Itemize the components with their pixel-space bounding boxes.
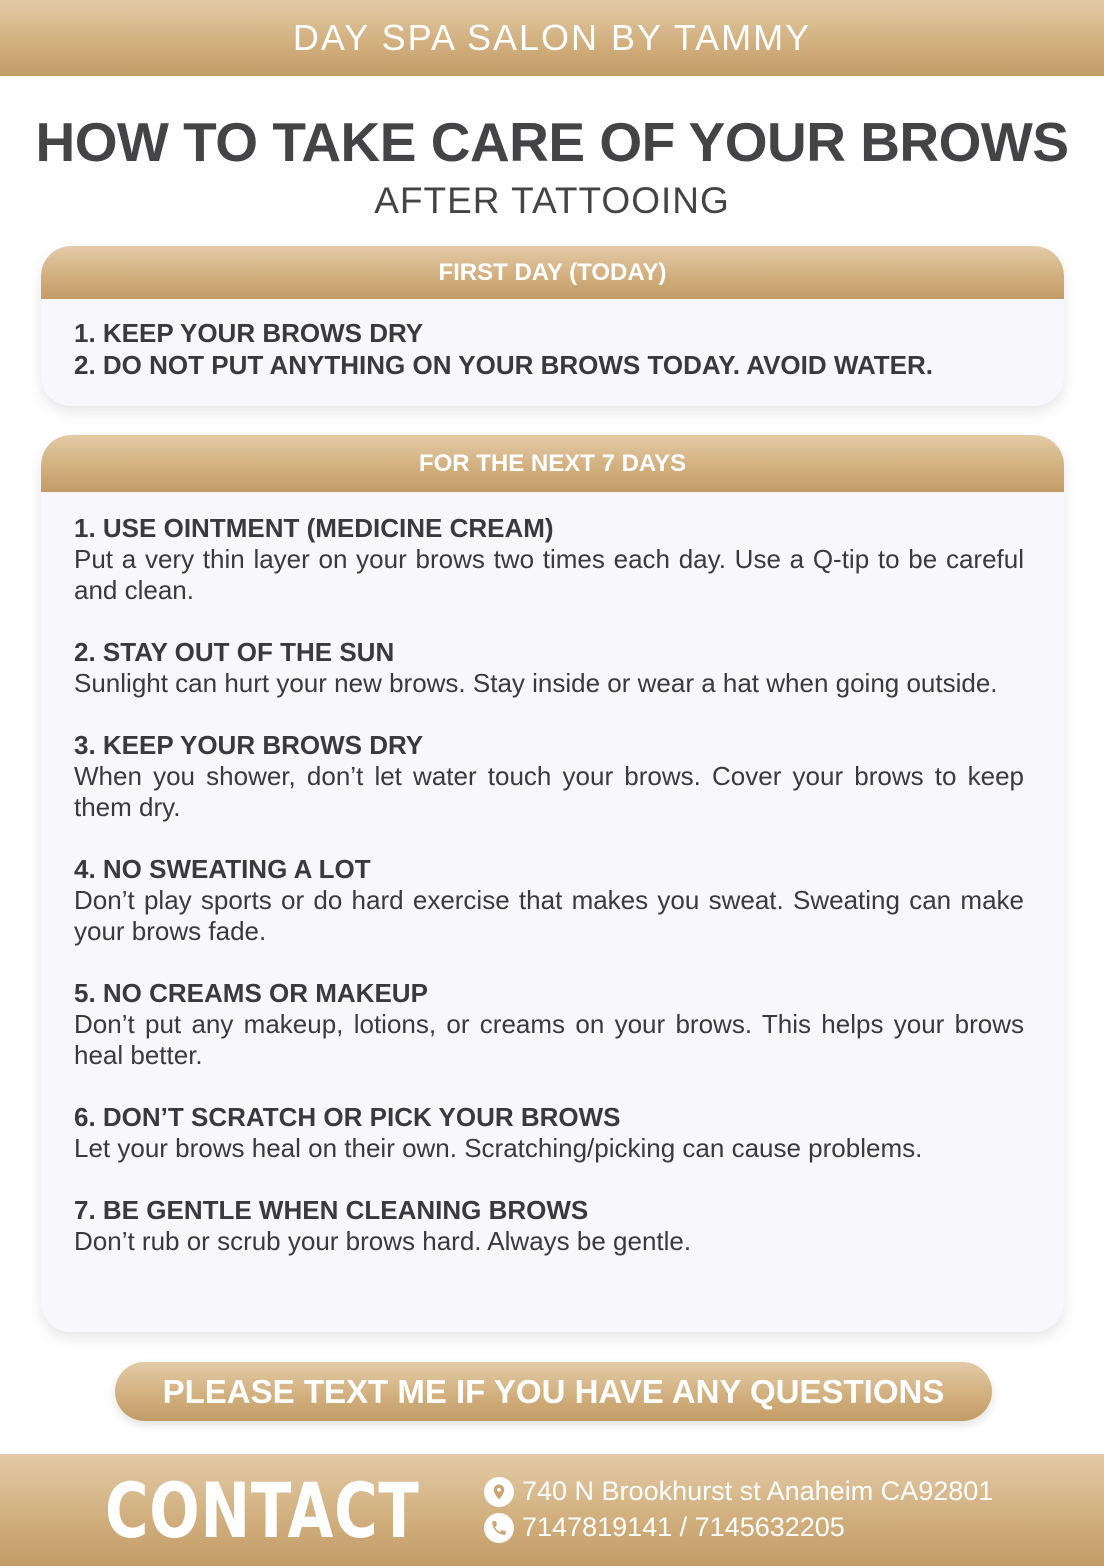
next-days-heading: FOR THE NEXT 7 DAYS	[418, 449, 687, 477]
address-line	[484, 1476, 993, 1507]
next-days-card	[41, 435, 1064, 1332]
phone-icon	[484, 1513, 514, 1543]
first-day-heading: FIRST DAY (TODAY)	[438, 258, 667, 286]
first-day-line: 1. KEEP YOUR BROWS DRY	[74, 318, 424, 348]
care-item-title: 4. NO SWEATING A LOT	[74, 854, 371, 884]
first-day-header	[41, 246, 1064, 299]
top-banner	[0, 0, 1104, 76]
care-item	[74, 853, 1024, 947]
contact-label: CONTACT	[105, 1466, 420, 1555]
care-item	[74, 977, 1024, 1071]
care-item-text: When you shower, don’t let water touch your brows. Cover your brows to keep them dry.	[74, 761, 1024, 822]
care-item-title: 7. BE GENTLE WHEN CLEANING BROWS	[74, 1195, 589, 1225]
page-subtitle: AFTER TATTOOING	[374, 180, 730, 221]
care-item	[74, 636, 1024, 699]
care-item-text: Let your brows heal on their own. Scratching/picking can cause problems.	[74, 1133, 923, 1163]
care-item-title: 2. STAY OUT OF THE SUN	[74, 637, 395, 667]
care-item-title: 1. USE OINTMENT (MEDICINE CREAM)	[74, 513, 554, 543]
address-text: 740 N Brookhurst st Anaheim CA92801	[522, 1476, 994, 1506]
next-days-header	[41, 435, 1064, 492]
brand-name: DAY SPA SALON BY TAMMY	[292, 17, 812, 58]
care-item-text: Don’t rub or scrub your brows hard. Always be gentle.	[74, 1226, 692, 1256]
care-item	[74, 729, 1024, 823]
phone-line	[484, 1512, 845, 1543]
first-day-card	[41, 246, 1064, 406]
care-item-text: Put a very thin layer on your brows two times each day. Use a Q-tip to be careful and clean.	[74, 544, 1024, 605]
care-item-title: 6. DON’T SCRATCH OR PICK YOUR BROWS	[74, 1102, 621, 1132]
care-item	[74, 1101, 1024, 1164]
page-title: HOW TO TAKE CARE OF YOUR BROWS	[35, 111, 1069, 173]
questions-banner	[115, 1362, 992, 1421]
questions-text: PLEASE TEXT ME IF YOU HAVE ANY QUESTIONS	[162, 1372, 945, 1410]
location-pin-icon	[484, 1477, 514, 1507]
phone-text: 7147819141 / 7145632205	[522, 1512, 845, 1542]
first-day-line: 2. DO NOT PUT ANYTHING ON YOUR BROWS TODAY. AVOID WATER.	[74, 350, 934, 380]
care-item-title: 5. NO CREAMS OR MAKEUP	[74, 978, 428, 1008]
care-item	[74, 1194, 1024, 1257]
care-item-title: 3. KEEP YOUR BROWS DRY	[74, 730, 424, 760]
care-item-text: Don’t put any makeup, lotions, or creams on your brows. This helps your brows heal better.	[74, 1009, 1024, 1070]
care-item	[74, 512, 1024, 606]
care-item-text: Sunlight can hurt your new brows. Stay inside or wear a hat when going outside.	[74, 668, 998, 698]
care-item-text: Don’t play sports or do hard exercise that makes you sweat. Sweating can make your brows fade.	[74, 885, 1024, 946]
contact-footer	[0, 1454, 1104, 1566]
